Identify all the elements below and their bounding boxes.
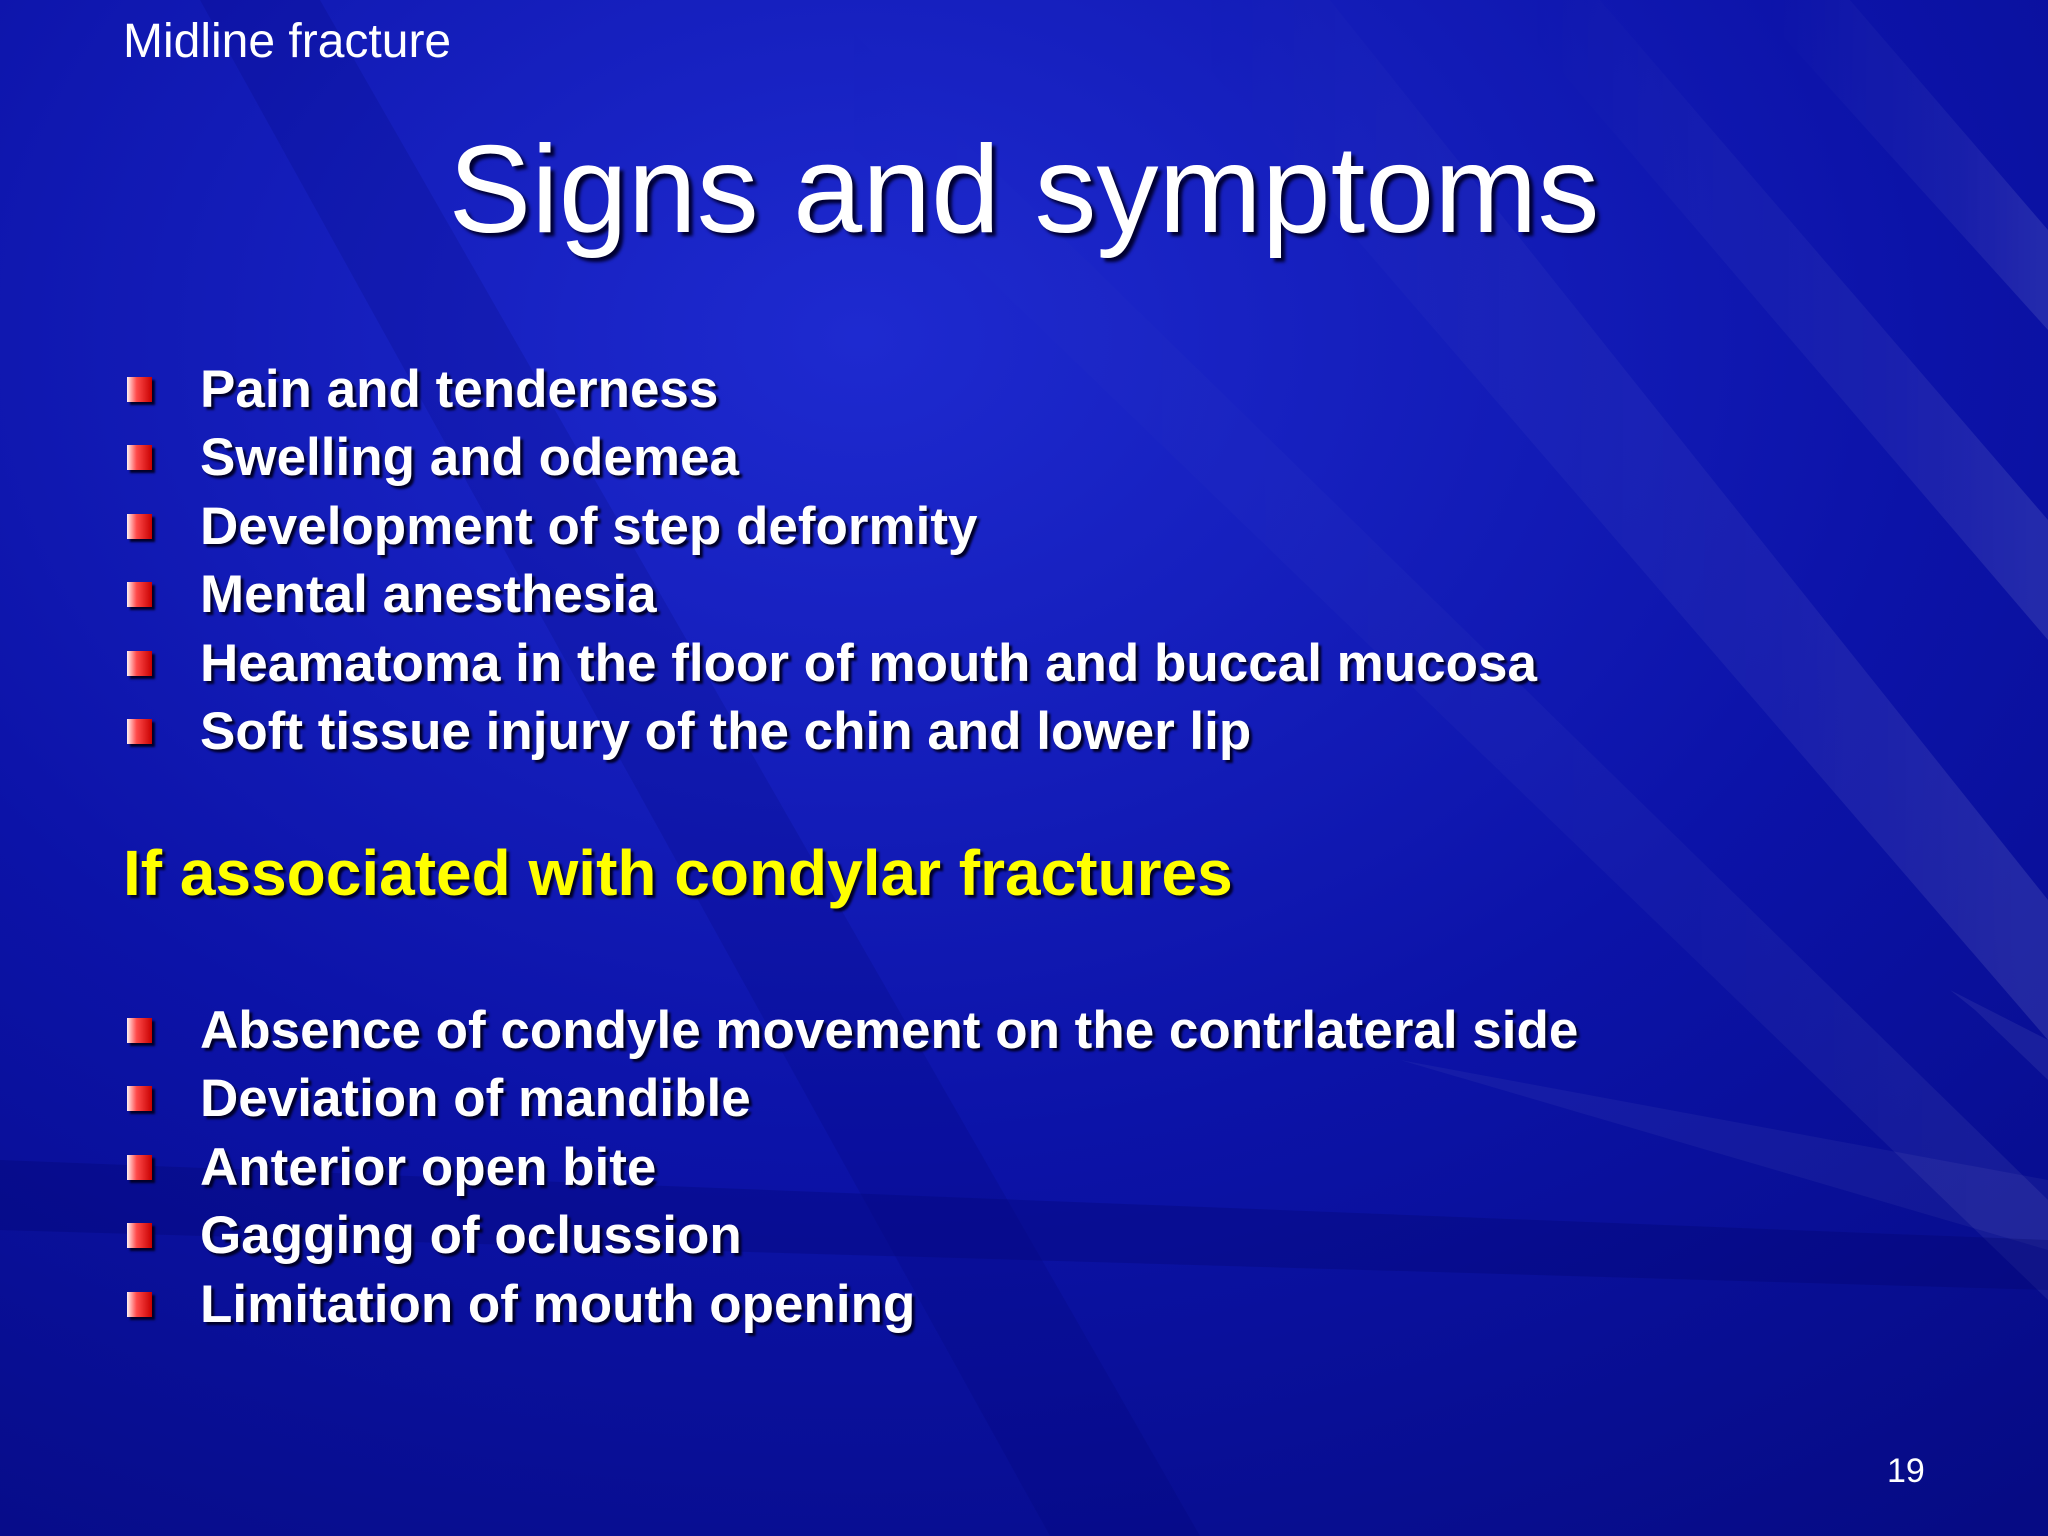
list-item	[127, 561, 1537, 630]
list-item	[127, 1133, 1578, 1202]
bullet-text: Soft tissue injury of the chin and lower lip	[200, 702, 1252, 762]
secondary-bullet-list	[127, 996, 1578, 1339]
square-bullet-icon	[127, 1223, 152, 1248]
list-item	[127, 1202, 1578, 1271]
condylar-subheading: If associated with condylar fractures	[123, 837, 1233, 909]
square-bullet-icon	[127, 445, 152, 470]
square-bullet-icon	[127, 719, 152, 744]
bullet-text: Deviation of mandible	[200, 1069, 751, 1129]
bullet-text: Swelling and odemea	[200, 428, 739, 488]
bullet-text: Limitation of mouth opening	[200, 1274, 916, 1334]
list-item	[127, 355, 1537, 424]
square-bullet-icon	[127, 1086, 152, 1111]
square-bullet-icon	[127, 377, 152, 402]
bullet-text: Heamatoma in the floor of mouth and buccal mucosa	[200, 633, 1537, 693]
primary-bullet-list	[127, 355, 1537, 766]
square-bullet-icon	[127, 1292, 152, 1317]
bullet-text: Pain and tenderness	[200, 359, 719, 419]
square-bullet-icon	[127, 514, 152, 539]
list-item	[127, 698, 1537, 767]
list-item	[127, 629, 1537, 698]
bullet-text: Absence of condyle movement on the contrlateral side	[200, 1000, 1579, 1060]
list-item	[127, 1065, 1578, 1134]
list-item	[127, 996, 1578, 1065]
list-item	[127, 424, 1537, 493]
bullet-text: Anterior open bite	[200, 1137, 657, 1197]
square-bullet-icon	[127, 1155, 152, 1180]
slide-title: Signs and symptoms	[448, 121, 1600, 259]
square-bullet-icon	[127, 1018, 152, 1043]
bullet-text: Development of step deformity	[200, 496, 978, 556]
list-item	[127, 1270, 1578, 1339]
page-number: 19	[1887, 1452, 1925, 1490]
list-item	[127, 492, 1537, 561]
square-bullet-icon	[127, 582, 152, 607]
section-label: Midline fracture	[123, 15, 452, 68]
bullet-text: Gagging of oclussion	[200, 1206, 742, 1266]
square-bullet-icon	[127, 651, 152, 676]
bullet-text: Mental anesthesia	[200, 565, 657, 625]
